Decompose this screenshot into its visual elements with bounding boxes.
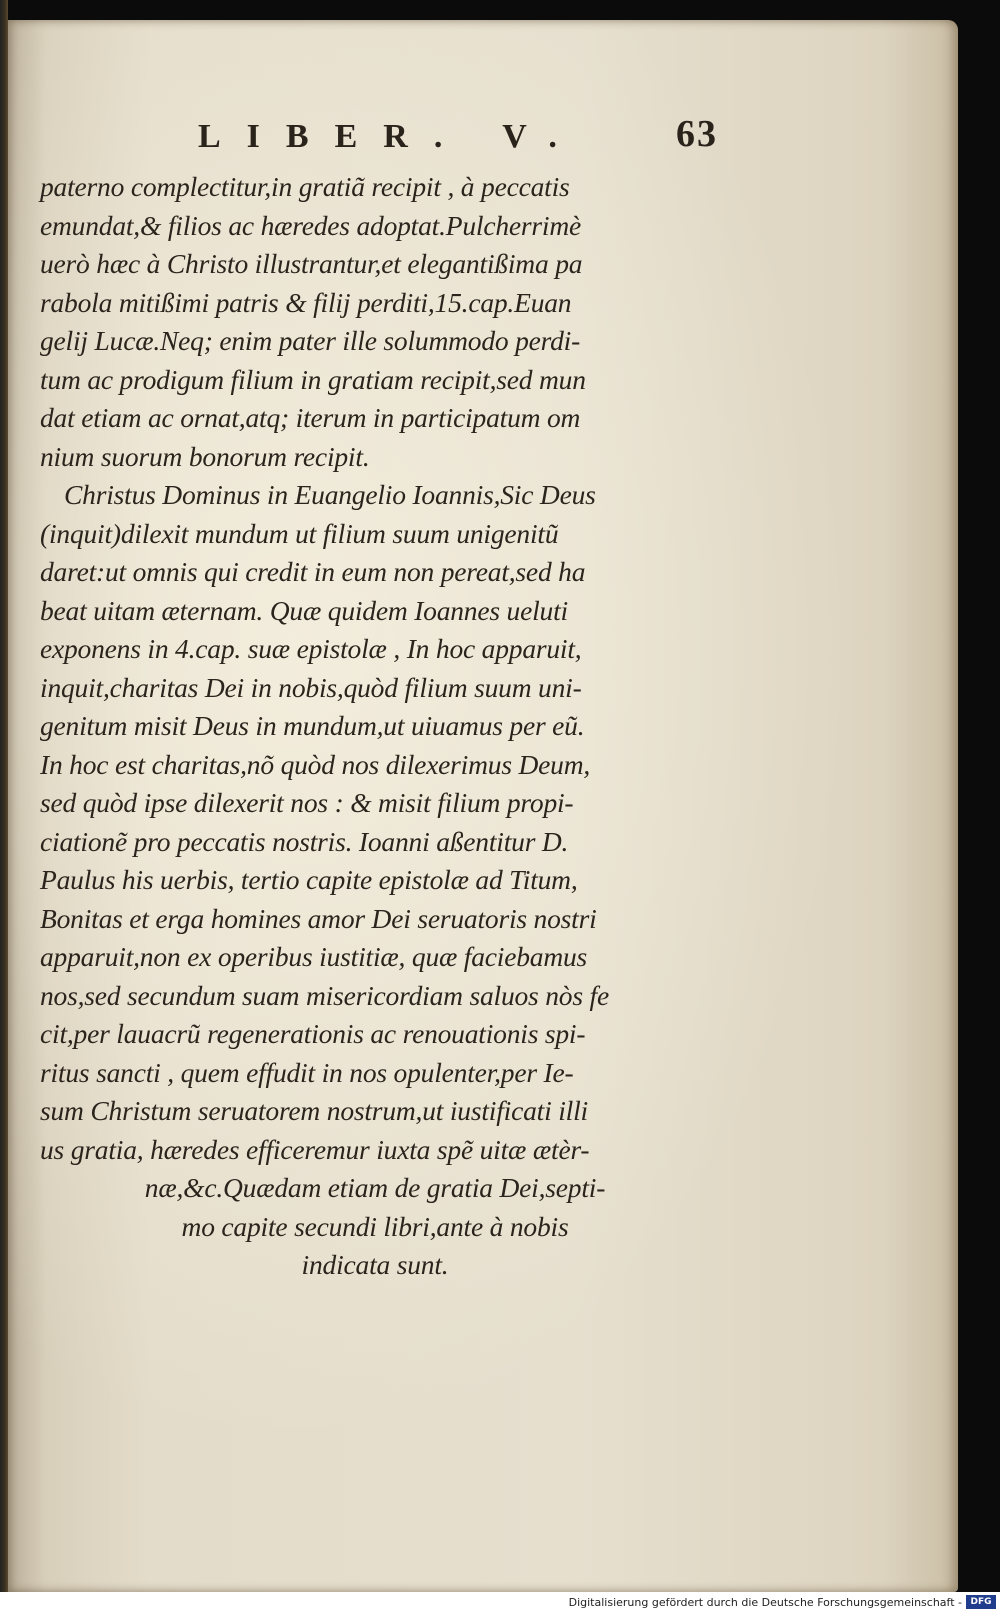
text-line-centered: mo capite secundi libri,ante à nobis xyxy=(181,1210,569,1242)
page-number: 63 xyxy=(676,113,718,155)
text-line: Paulus his uerbis, tertio capite epistolæ ad Titum, xyxy=(40,864,578,895)
text-line: inquit,charitas Dei in nobis,quòd filium suum uni- xyxy=(40,671,582,703)
text-line: uerò hæc à Christo illustrantur,et elegantißima pa xyxy=(40,248,583,279)
text-line-paragraph-start: Christus Dominus in Euangelio Ioannis,Sic Deus xyxy=(64,479,596,510)
text-line: ritus sancti , quem effudit in nos opulenter,per Ie- xyxy=(40,1056,574,1088)
text-line: In hoc est charitas,nõ quòd nos dilexerimus Deum, xyxy=(40,748,591,780)
text-line: (inquit)dilexit mundum ut filium suum unigenitũ xyxy=(40,517,559,549)
funding-credit: Digitalisierung gefördert durch die Deutsche Forschungsgemeinschaft - xyxy=(568,1596,962,1609)
text-line: sed quòd ipse dilexerit nos : & misit filium propi- xyxy=(40,787,574,818)
text-line: daret:ut omnis qui credit in eum non pereat,sed ha xyxy=(40,556,586,587)
text-line: emundat,& filios ac hæredes adoptat.Pulcherrimè xyxy=(40,209,582,241)
text-line: exponens in 4.cap. suæ epistolæ , In hoc apparuit, xyxy=(40,633,582,664)
text-line: paterno complectitur,in gratiã recipit , à peccatis xyxy=(40,171,570,202)
text-line: cit,per lauacrũ regenerationis ac renouationis spi- xyxy=(40,1018,586,1049)
text-line: ciationẽ pro peccatis nostris. Ioanni aßentitur D. xyxy=(40,825,569,857)
text-line: nos,sed secundum suam misericordiam saluos nòs fe xyxy=(40,979,609,1011)
text-line: Bonitas et erga homines amor Dei seruatoris nostri xyxy=(40,902,597,934)
dfg-logo-icon: DFG xyxy=(966,1595,996,1609)
running-title: LIBER. V. xyxy=(198,118,583,155)
text-line: apparuit,non ex operibus iustitiæ, quæ faciebamus xyxy=(40,941,588,972)
text-line: genitum misit Deus in mundum,ut uiuamus per eũ. xyxy=(40,710,585,741)
text-line: sum Christum seruatorem nostrum,ut iustificati illi xyxy=(40,1095,588,1126)
text-line: us gratia, hæredes efficeremur iuxta spẽ uitæ ætèr- xyxy=(40,1133,590,1165)
page-header xyxy=(158,110,718,170)
book-page xyxy=(8,20,958,1592)
text-line: rabola mitißimi patris & filij perditi,15.cap.Euan xyxy=(40,286,572,318)
text-line-centered: indicata sunt. xyxy=(301,1249,449,1280)
text-line: tum ac prodigum filium in gratiam recipit,sed mun xyxy=(40,363,586,395)
text-line: beat uitam æternam. Quæ quidem Ioannes ueluti xyxy=(40,594,568,626)
book-spine-edge xyxy=(0,0,8,1592)
text-line-centered: næ,&c.Quædam etiam de gratia Dei,septi- xyxy=(144,1172,606,1203)
text-line: dat etiam ac ornat,atq; iterum in participatum om xyxy=(40,402,581,433)
text-line: nium suorum bonorum recipit. xyxy=(40,440,370,472)
body-text xyxy=(40,168,710,1285)
text-line: gelij Lucæ.Neq; enim pater ille solummodo perdi- xyxy=(40,325,581,356)
digitization-footer xyxy=(0,1592,1000,1615)
